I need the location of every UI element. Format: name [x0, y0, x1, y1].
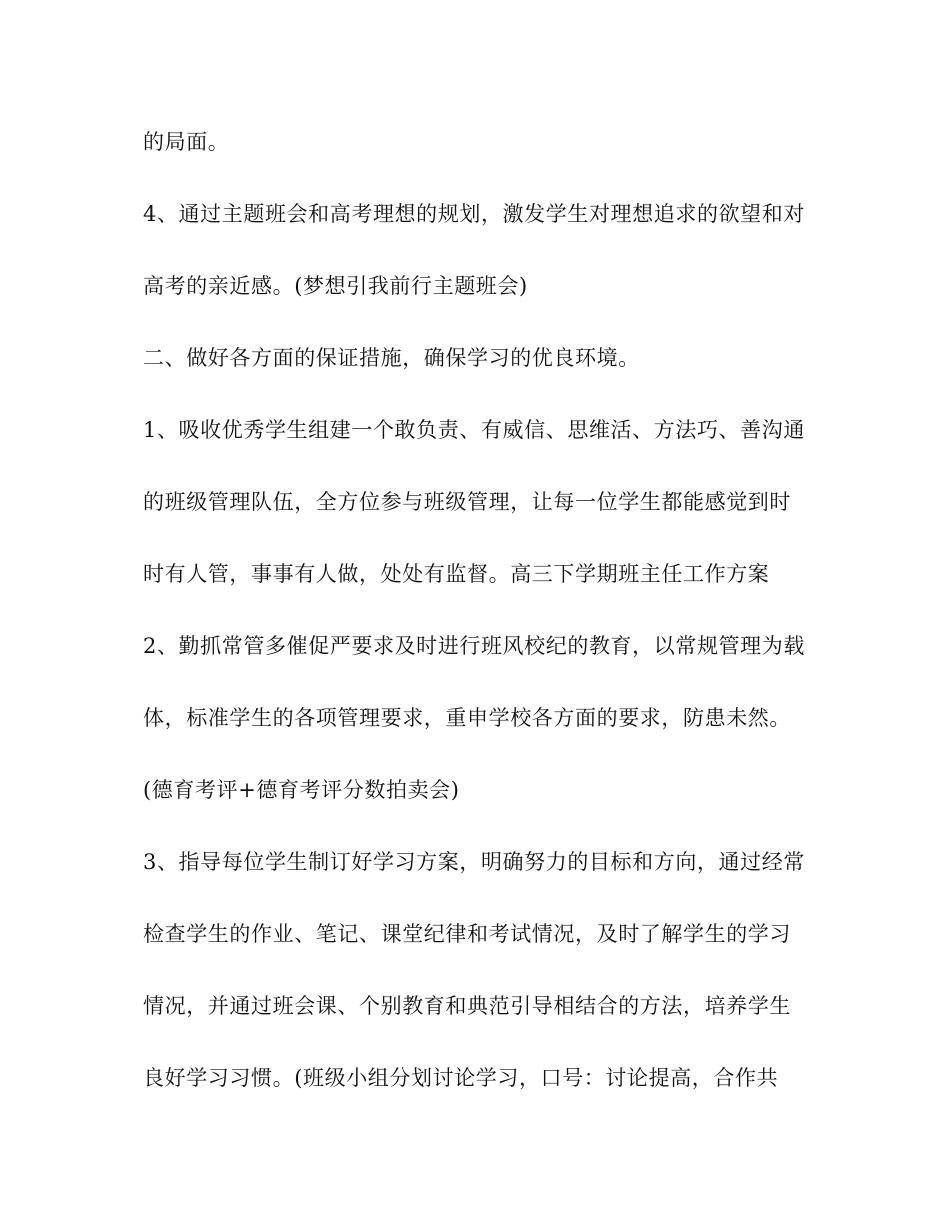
text-line: 的局面。 [143, 130, 230, 154]
text-line: 1、吸收优秀学生组建一个敢负责、有威信、思维活、方法巧、善沟通 [143, 418, 805, 442]
text-line: 的班级管理队伍，全方位参与班级管理，让每一位学生都能感觉到时 [143, 490, 791, 514]
text-line: 时有人管，事事有人做，处处有监督。高三下学期班主任工作方案 [143, 562, 770, 586]
text-line: 4、通过主题班会和高考理想的规划，激发学生对理想追求的欲望和对 [143, 202, 805, 226]
text-line: 高考的亲近感。(梦想引我前行主题班会) [143, 274, 528, 298]
text-line: 良好学习习惯。(班级小组分划讨论学习，口号：讨论提高，合作共 [143, 1066, 779, 1090]
text-line: 情况，并通过班会课、个别教育和典范引导相结合的方法，培养学生 [143, 994, 791, 1018]
section-heading: 二、做好各方面的保证措施，确保学习的优良环境。 [143, 346, 640, 370]
text-line: 3、指导每位学生制订好学习方案，明确努力的目标和方向，通过经常 [143, 850, 805, 874]
text-line: (德育考评+德育考评分数拍卖会) [143, 778, 460, 802]
text-line: 2、勤抓常管多催促严要求及时进行班风校纪的教育，以常规管理为载 [143, 634, 805, 658]
text-line: 体，标准学生的各项管理要求，重申学校各方面的要求，防患未然。 [143, 706, 791, 730]
text-line: 检查学生的作业、笔记、课堂纪律和考试情况，及时了解学生的学习 [143, 922, 791, 946]
